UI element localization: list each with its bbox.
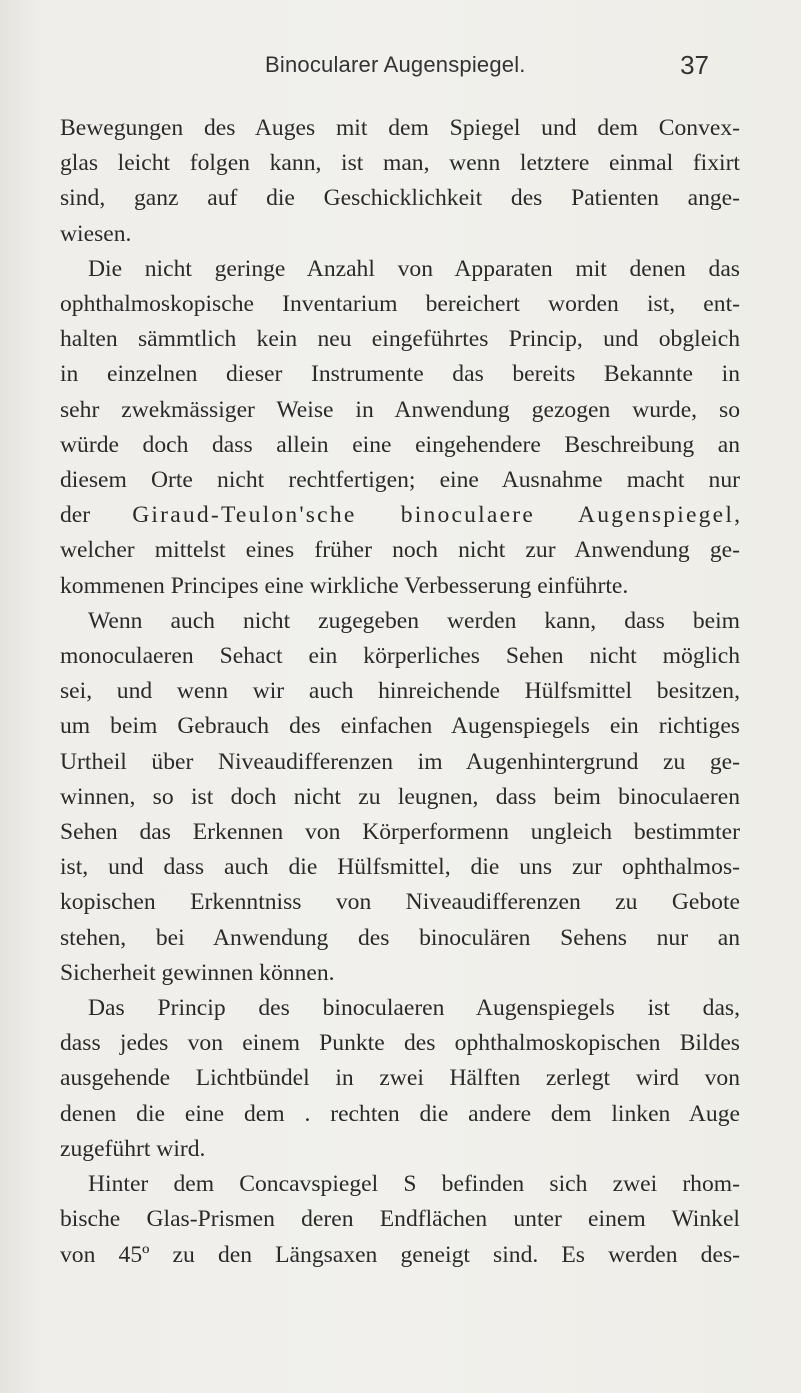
text-fragment: der xyxy=(60,502,133,529)
text-line: halten sämmtlich kein neu eingeführtes Princip, und obgleich xyxy=(60,326,740,353)
text-line: sehr zwekmässiger Weise in Anwendung gezogen wurde, so xyxy=(60,396,740,423)
text-line: Hinter dem Concavspiegel S befinden sich zwei rhom- xyxy=(88,1171,740,1198)
text-line: ist, und dass auch die Hülfsmittel, die uns zur ophthalmos- xyxy=(60,854,740,881)
text-line: Urtheil über Niveaudifferenzen im Augenhintergrund zu ge- xyxy=(60,748,740,775)
text-line: würde doch dass allein eine eingehendere Beschreibung an xyxy=(60,431,740,458)
text-line: dass jedes von einem Punkte des ophthalmoskopischen Bildes xyxy=(60,1030,740,1057)
text-line: Sehen das Erkennen von Körperformenn ungleich bestimmter xyxy=(60,819,740,846)
text-line: sind, ganz auf die Geschicklichkeit des Patienten ange- xyxy=(60,185,740,212)
text-line: welcher mittelst eines früher noch nicht zur Anwendung ge- xyxy=(60,537,740,564)
text-line: diesem Orte nicht rechtfertigen; eine Ausnahme macht nur xyxy=(60,467,740,494)
text-line: wiesen. xyxy=(60,220,132,247)
text-line: ophthalmoskopische Inventarium bereichert worden ist, ent- xyxy=(60,291,740,318)
text-line: von 45º zu den Längsaxen geneigt sind. Es werden des- xyxy=(60,1241,740,1268)
text-line: kommenen Principes eine wirkliche Verbesserung einführte. xyxy=(60,572,629,599)
text-line: sei, und wenn wir auch hinreichende Hülfsmittel besitzen, xyxy=(60,678,740,705)
instrument-name: Giraud-Teulon'sche binoculaere Augenspiegel xyxy=(132,502,735,529)
text-line: bische Glas-Prismen deren Endflächen unter einem Winkel xyxy=(60,1206,740,1233)
text-line: ausgehende Lichtbündel in zwei Hälften zerlegt wird von xyxy=(60,1065,740,1092)
text-line: in einzelnen dieser Instrumente das bereits Bekannte in xyxy=(60,361,740,388)
text-line: denen die eine dem . rechten die andere dem linken Auge xyxy=(60,1100,740,1127)
text-line-with-name xyxy=(60,498,740,533)
text-line: Wenn auch nicht zugegeben werden kann, dass beim xyxy=(88,607,740,634)
text-line: kopischen Erkenntniss von Niveaudifferenzen zu Gebote xyxy=(60,889,740,916)
text-line: Sicherheit gewinnen können. xyxy=(60,959,335,986)
text-line: monoculaeren Sehact ein körperliches Sehen nicht möglich xyxy=(60,643,740,670)
page-number: 37 xyxy=(680,50,709,80)
text-fragment: , xyxy=(734,502,740,529)
body-text xyxy=(60,111,740,1273)
text-line: um beim Gebrauch des einfachen Augenspiegels ein richtiges xyxy=(60,713,740,740)
text-line: glas leicht folgen kann, ist man, wenn letztere einmal fixirt xyxy=(60,150,740,177)
text-line: zugeführt wird. xyxy=(60,1135,206,1162)
running-title: Binocularer Augenspiegel. xyxy=(265,52,526,77)
running-head xyxy=(130,50,730,82)
text-line: stehen, bei Anwendung des binoculären Sehens nur an xyxy=(60,924,740,951)
text-line: Bewegungen des Auges mit dem Spiegel und dem Convex- xyxy=(60,115,740,141)
text-line: winnen, so ist doch nicht zu leugnen, dass beim binoculaeren xyxy=(60,783,740,810)
text-line: Die nicht geringe Anzahl von Apparaten mit denen das xyxy=(88,255,740,282)
text-line: Das Princip des binoculaeren Augenspiegels ist das, xyxy=(88,995,740,1022)
